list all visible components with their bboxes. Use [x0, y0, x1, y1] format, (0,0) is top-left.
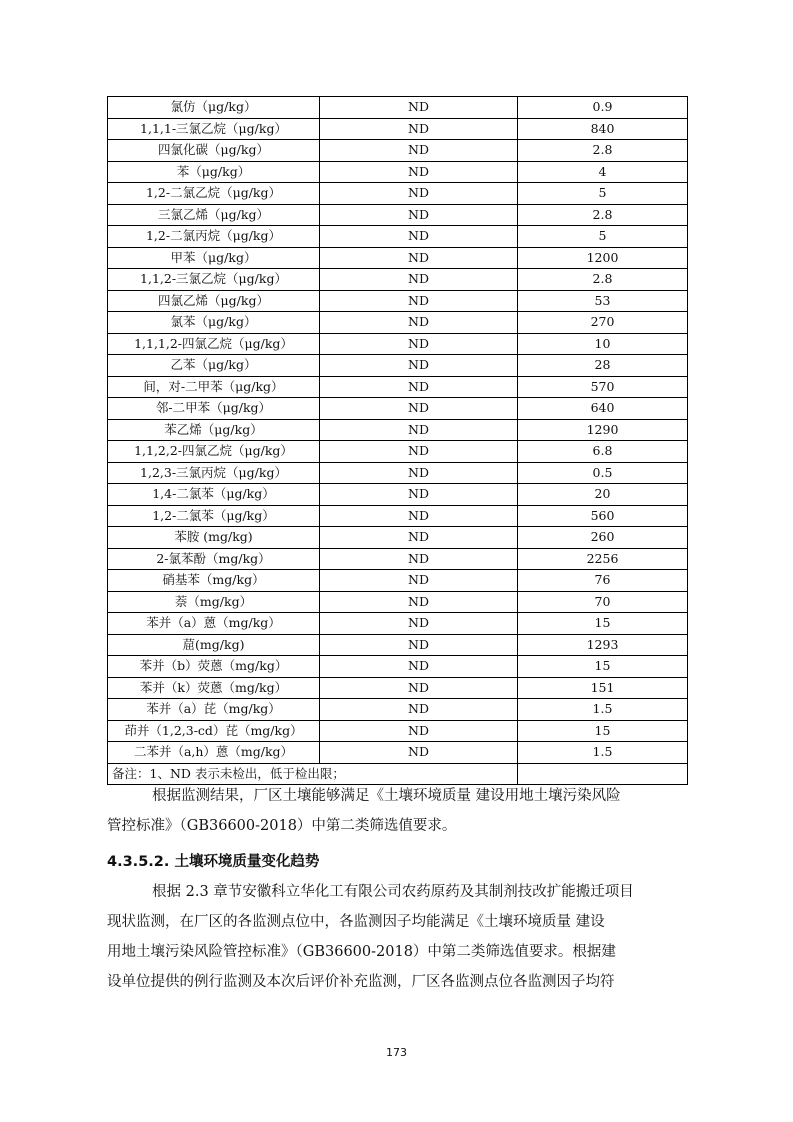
- standard-cell: 151: [518, 677, 688, 699]
- result-cell: ND: [320, 634, 518, 656]
- section-heading: 4.3.5.2. 土壤环境质量变化趋势: [107, 854, 320, 870]
- table-row: [108, 527, 688, 549]
- table-row: [108, 140, 688, 162]
- standard-cell: 840: [518, 118, 688, 140]
- result-cell: ND: [320, 570, 518, 592]
- table-row: [108, 656, 688, 678]
- page-number: 173: [386, 1046, 407, 1059]
- pollutant-cell: 三氯乙烯（μg/kg）: [108, 204, 320, 226]
- result-cell: ND: [320, 527, 518, 549]
- pollutant-cell: 2-氯苯酚（mg/kg）: [108, 548, 320, 570]
- result-cell: ND: [320, 462, 518, 484]
- result-cell: ND: [320, 441, 518, 463]
- pollutant-cell: 硝基苯（mg/kg）: [108, 570, 320, 592]
- pollutant-cell: 1,1,2-三氯乙烷（μg/kg）: [108, 269, 320, 291]
- pollutant-cell: 苯（μg/kg）: [108, 161, 320, 183]
- pollutant-cell: 乙苯（μg/kg）: [108, 355, 320, 377]
- standard-cell: 260: [518, 527, 688, 549]
- standard-cell: 28: [518, 355, 688, 377]
- result-cell: ND: [320, 398, 518, 420]
- standard-cell: 1200: [518, 247, 688, 269]
- table-row: [108, 548, 688, 570]
- standard-cell: 1293: [518, 634, 688, 656]
- pollutant-cell: 1,1,1-三氯乙烷（μg/kg）: [108, 118, 320, 140]
- text-line: 现状监测，在厂区的各监测点位中，各监测因子均能满足《土壤环境质量 建设: [107, 914, 605, 930]
- table-row: [108, 312, 688, 334]
- table-row: [108, 613, 688, 635]
- standard-cell: 1.5: [518, 742, 688, 764]
- standard-cell: 5: [518, 226, 688, 248]
- pollutant-cell: 苯并（a）芘（mg/kg）: [108, 699, 320, 721]
- result-cell: ND: [320, 656, 518, 678]
- result-cell: ND: [320, 312, 518, 334]
- table-row: [108, 161, 688, 183]
- table-row: [108, 247, 688, 269]
- result-cell: ND: [320, 161, 518, 183]
- pollutant-cell: 1,4-二氯苯（μg/kg）: [108, 484, 320, 506]
- standard-cell: 0.9: [518, 97, 688, 119]
- table-row: [108, 462, 688, 484]
- result-cell: ND: [320, 742, 518, 764]
- result-cell: ND: [320, 484, 518, 506]
- standard-cell: 1.5: [518, 699, 688, 721]
- result-cell: ND: [320, 505, 518, 527]
- table-row: [108, 742, 688, 764]
- table-row: [108, 699, 688, 721]
- pollutant-cell: 萘（mg/kg）: [108, 591, 320, 613]
- standard-cell: 2.8: [518, 204, 688, 226]
- table-row: [108, 183, 688, 205]
- result-cell: ND: [320, 677, 518, 699]
- result-cell: ND: [320, 183, 518, 205]
- standard-cell: 4: [518, 161, 688, 183]
- result-cell: ND: [320, 613, 518, 635]
- table-note: 备注：1、ND 表示未检出，低于检出限；: [108, 763, 518, 785]
- standard-cell: 10: [518, 333, 688, 355]
- result-cell: ND: [320, 699, 518, 721]
- table-row: [108, 419, 688, 441]
- standard-cell: 560: [518, 505, 688, 527]
- pollutant-cell: 苯并（b）荧蒽（mg/kg）: [108, 656, 320, 678]
- table-row: [108, 97, 688, 119]
- pollutant-cell: 苯并（a）蒽（mg/kg）: [108, 613, 320, 635]
- result-cell: ND: [320, 140, 518, 162]
- pollutant-cell: 1,1,1,2-四氯乙烷（μg/kg）: [108, 333, 320, 355]
- pollutant-cell: 1,2-二氯丙烷（μg/kg）: [108, 226, 320, 248]
- pollutant-cell: 苯乙烯（μg/kg）: [108, 419, 320, 441]
- pollutant-cell: 1,2,3-三氯丙烷（μg/kg）: [108, 462, 320, 484]
- pollutant-cell: 1,2-二氯乙烷（μg/kg）: [108, 183, 320, 205]
- standard-cell: 6.8: [518, 441, 688, 463]
- result-cell: ND: [320, 204, 518, 226]
- table-row: [108, 634, 688, 656]
- result-cell: ND: [320, 269, 518, 291]
- standard-cell: 70: [518, 591, 688, 613]
- standard-cell: 640: [518, 398, 688, 420]
- pollutant-cell: 甲苯（μg/kg）: [108, 247, 320, 269]
- table-row: [108, 570, 688, 592]
- result-cell: ND: [320, 591, 518, 613]
- result-cell: ND: [320, 376, 518, 398]
- pollutant-cell: 苯并（k）荧蒽（mg/kg）: [108, 677, 320, 699]
- pollutant-cell: 1,2-二氯苯（μg/kg）: [108, 505, 320, 527]
- table-row: [108, 118, 688, 140]
- table-row: [108, 355, 688, 377]
- table-row: [108, 720, 688, 742]
- pollutant-cell: 邻-二甲苯（μg/kg）: [108, 398, 320, 420]
- result-cell: ND: [320, 226, 518, 248]
- result-cell: ND: [320, 548, 518, 570]
- table-row: [108, 484, 688, 506]
- standard-cell: 1290: [518, 419, 688, 441]
- result-cell: ND: [320, 720, 518, 742]
- table-row: [108, 441, 688, 463]
- soil-monitoring-table: [107, 96, 688, 785]
- table-row: [108, 204, 688, 226]
- pollutant-cell: 䓛(mg/kg): [108, 634, 320, 656]
- pollutant-cell: 1,1,2,2-四氯乙烷（μg/kg）: [108, 441, 320, 463]
- table-row: [108, 591, 688, 613]
- standard-cell: 2.8: [518, 269, 688, 291]
- standard-cell: 5: [518, 183, 688, 205]
- text-line: 设单位提供的例行监测及本次后评价补充监测，厂区各监测点位各监测因子均符: [107, 974, 615, 990]
- standard-cell: 20: [518, 484, 688, 506]
- standard-cell: 2.8: [518, 140, 688, 162]
- result-cell: ND: [320, 355, 518, 377]
- table-row: [108, 505, 688, 527]
- table-row: [108, 398, 688, 420]
- pollutant-cell: 四氯化碳（μg/kg）: [108, 140, 320, 162]
- trend-paragraph: [107, 877, 687, 997]
- result-cell: ND: [320, 97, 518, 119]
- text-line: 根据监测结果，厂区土壤能够满足《土壤环境质量 建设用地土壤污染风险: [152, 788, 621, 804]
- pollutant-cell: 氯仿（μg/kg）: [108, 97, 320, 119]
- pollutant-cell: 四氯乙烯（μg/kg）: [108, 290, 320, 312]
- text-line: 根据 2.3 章节安徽科立华化工有限公司农药原药及其制剂技改扩能搬迁项目: [152, 884, 634, 900]
- result-cell: ND: [320, 290, 518, 312]
- pollutant-cell: 茚并（1,2,3-cd）芘（mg/kg）: [108, 720, 320, 742]
- table-row: [108, 333, 688, 355]
- table-row: [108, 376, 688, 398]
- table-row: [108, 677, 688, 699]
- pollutant-cell: 间，对-二甲苯（μg/kg）: [108, 376, 320, 398]
- pollutant-cell: 二苯并（a,h）蒽（mg/kg）: [108, 742, 320, 764]
- text-line: 管控标准》（GB36600-2018）中第二类筛选值要求。: [107, 818, 457, 834]
- table-row: [108, 290, 688, 312]
- standard-cell: 53: [518, 290, 688, 312]
- pollutant-cell: 氯苯（μg/kg）: [108, 312, 320, 334]
- pollutant-cell: 苯胺 (mg/kg): [108, 527, 320, 549]
- standard-cell: 15: [518, 720, 688, 742]
- standard-cell: 2256: [518, 548, 688, 570]
- conclusion-paragraph: [107, 781, 687, 841]
- standard-cell: 270: [518, 312, 688, 334]
- result-cell: ND: [320, 118, 518, 140]
- result-cell: ND: [320, 333, 518, 355]
- standard-cell: 0.5: [518, 462, 688, 484]
- standard-cell: 15: [518, 656, 688, 678]
- result-cell: ND: [320, 247, 518, 269]
- result-cell: ND: [320, 419, 518, 441]
- table-row: [108, 269, 688, 291]
- standard-cell: 76: [518, 570, 688, 592]
- table-row: [108, 226, 688, 248]
- standard-cell: 15: [518, 613, 688, 635]
- standard-cell: 570: [518, 376, 688, 398]
- text-line: 用地土壤污染风险管控标准》（GB36600-2018）中第二类筛选值要求。根据建: [107, 944, 616, 960]
